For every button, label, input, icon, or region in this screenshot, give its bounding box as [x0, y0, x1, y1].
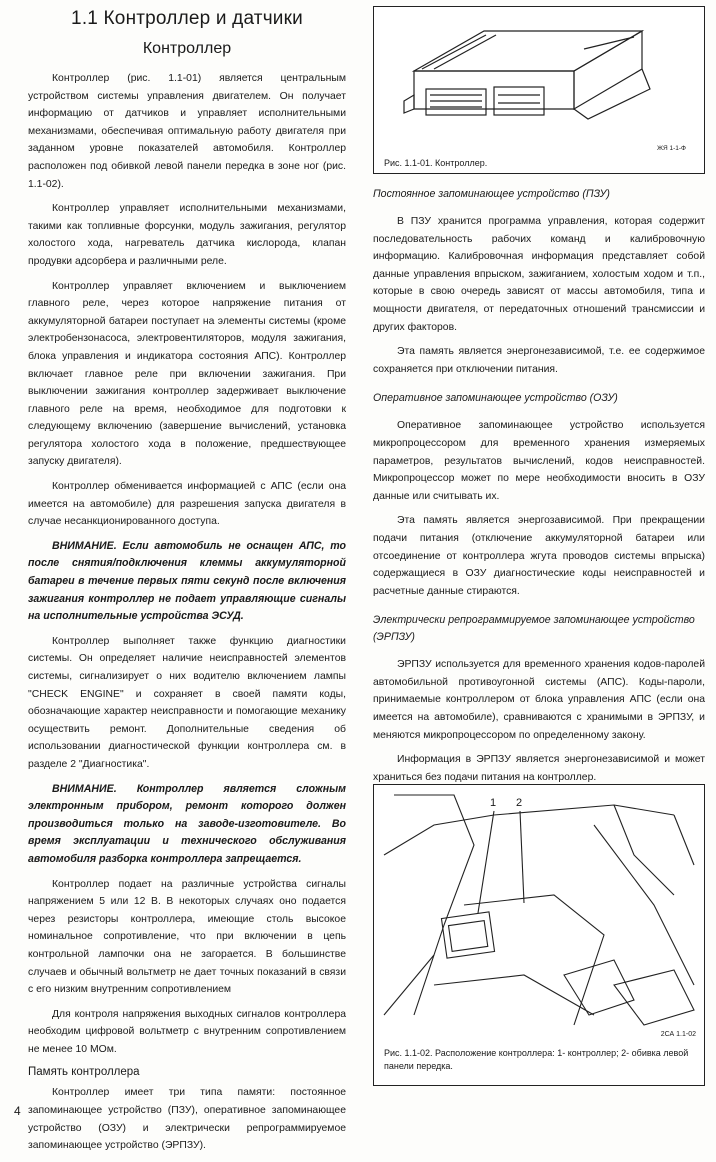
subtitle: Контроллер	[142, 40, 232, 57]
eeprom-heading: Электрически репрограммируемое запоминающее устройство (ЭРПЗУ)	[373, 614, 695, 644]
paragraph: ЭРПЗУ используется для временного хранения кодов-паролей автомобильной противоугонной системы (АПС). Коды-пароли, принимаемые контроллером от блока управления АПС (если она имеется на автомобиле), сравниваются с хранимыми в ЭРПЗУ, и меняются микропроцессором по определенному закону.	[373, 659, 705, 741]
right-column	[373, 180, 705, 793]
paragraph: Контроллер управляет исполнительными механизмами, такими как топливные форсунки, модуль зажигания, регулятор холостого хода, нагреватель датчика кислорода, клапан продувки адсорбера и различными реле.	[28, 203, 346, 267]
callout-1: 1	[490, 797, 497, 809]
figure-tag: ЖЯ 1-1-Ф	[656, 145, 686, 152]
paragraph: Контроллер управляет включением и выключением главного реле, через которое напряжение питания от аккумуляторной батареи поступает на элементы системы (кроме электробензонасоса, электровентиляторов, модуля зажигания, блока управления и индикатора состояния АПС). Контроллер включает главное реле при включении зажигания. При выключении зажигания контроллер задерживает выключение главного реле на время, необходимое для подготовки к следующему включению (завершение вычислений, установка регулятора холостого хода в положение, предшествующее запуску двигателя).	[28, 280, 346, 468]
location-illustration	[374, 785, 704, 1035]
warning-paragraph: ВНИМАНИЕ. Контроллер является сложным электронным прибором, ремонт которого должен производиться только на заводе-изготовителе. Во время эксплуатации и технического обслуживания автомобиля разборка контроллера запрещается.	[28, 782, 346, 865]
paragraph: Контроллер (рис. 1.1-01) является центральным устройством системы управления двигателем. Он получает информацию от датчиков и управляет исполнительными механизмами, обеспечивая оптимальную работу двигателя при заданном уровне показателей автомобиля. Контроллер расположен под обивкой левой панели передка в зоне ног (рис. 1.1-02).	[28, 73, 346, 190]
figure-controller	[373, 6, 705, 174]
section-title: 1.1 Контроллер и датчики	[71, 8, 303, 29]
figure-caption: Рис. 1.1-01. Контроллер.	[384, 158, 488, 168]
paragraph: Эта память является энергонезависимой, т.е. ее содержимое сохраняется при отключении питания.	[373, 346, 705, 375]
paragraph: Контроллер имеет три типа памяти: постоянное запоминающее устройство (ПЗУ), оперативное запоминающее устройство (ОЗУ) и электрически репрограммируемое запоминающее устройство (ЭРПЗУ).	[28, 1087, 346, 1152]
memory-heading: Память контроллера	[28, 1066, 140, 1079]
paragraph: Контроллер выполняет также функцию диагностики системы. Он определяет наличие неисправностей элементов системы, сигнализирует о них водителю включением лампы "CHECK ENGINE" и сохраняет в своей памяти коды, обозначающие характер неисправности и помогающие механику осуществить ремонт. Дополнительные сведения об использовании диагностической функции контроллера см. в разделе 2 "Диагностика".	[28, 635, 346, 770]
paragraph: В ПЗУ хранится программа управления, которая содержит последовательность рабочих команд и калибровочную информацию. Калибровочная информация представляет собой данные управления впрыском, зажиганием, холостым ходом и т.п., которые в свою очередь зависят от массы автомобиля, типа и мощности двигателя, от передаточных отношений трансмиссии и других факторов.	[373, 216, 705, 333]
figure-caption: Рис. 1.1-02. Расположение контроллера: 1- контроллер; 2- обивка левой панели передка.	[384, 1048, 689, 1071]
warning-paragraph: ВНИМАНИЕ. Если автомобиль не оснащен АПС, то после снятия/подключения клеммы аккумуляторной батареи в течение первых пяти секунд после включения зажигания контроллер не подает управляющие сигналы на исполнительные устройства ЭСУД.	[28, 539, 346, 623]
paragraph: Оперативное запоминающее устройство используется микропроцессором для временного хранения измеряемых параметров, результатов вычислений, кодов неисправностей. Микропроцессор может по мере необходимости вносить в ОЗУ данные или считывать их.	[373, 420, 705, 502]
left-column	[28, 70, 346, 1162]
page-number: 4	[14, 1104, 21, 1118]
paragraph: Для контроля напряжения выходных сигналов контроллера необходим цифровой вольтметр с внутренним сопротивлением не менее 10 МОм.	[28, 1008, 346, 1055]
controller-illustration	[374, 9, 704, 149]
ram-heading: Оперативное запоминающее устройство (ОЗУ)	[373, 392, 618, 405]
figure-location	[373, 784, 705, 1086]
paragraph: Контроллер обменивается информацией с АПС (если она имеется на автомобиле) для разрешения запуска двигателя в случае несанкционированного доступа.	[28, 481, 346, 528]
paragraph: Информация в ЭРПЗУ является энергонезависимой и может храниться без подачи питания на контроллер.	[373, 754, 705, 783]
paragraph: Эта память является энергозависимой. При прекращении подачи питания (отключение аккумуляторной батареи или отсоединение от контроллера жгута проводов системы впрыска) содержащиеся в ОЗУ диагностические коды неисправностей и расчетные данные стираются.	[373, 515, 705, 597]
paragraph: Контроллер подает на различные устройства сигналы напряжением 5 или 12 В. В некоторых случаях оно подается через резисторы контроллера, имеющие столь высокое номинальное сопротивление, что при включении в цепь контрольной лампочки она не загорается. В большинстве случаев и обычный вольтметр не дает точных показаний в связи с его низким внутренним сопротивлением	[28, 878, 346, 996]
rom-heading: Постоянное запоминающее устройство (ПЗУ)	[373, 188, 610, 200]
figure-tag: 2СА 1.1-02	[660, 1031, 696, 1038]
callout-2: 2	[516, 797, 523, 809]
